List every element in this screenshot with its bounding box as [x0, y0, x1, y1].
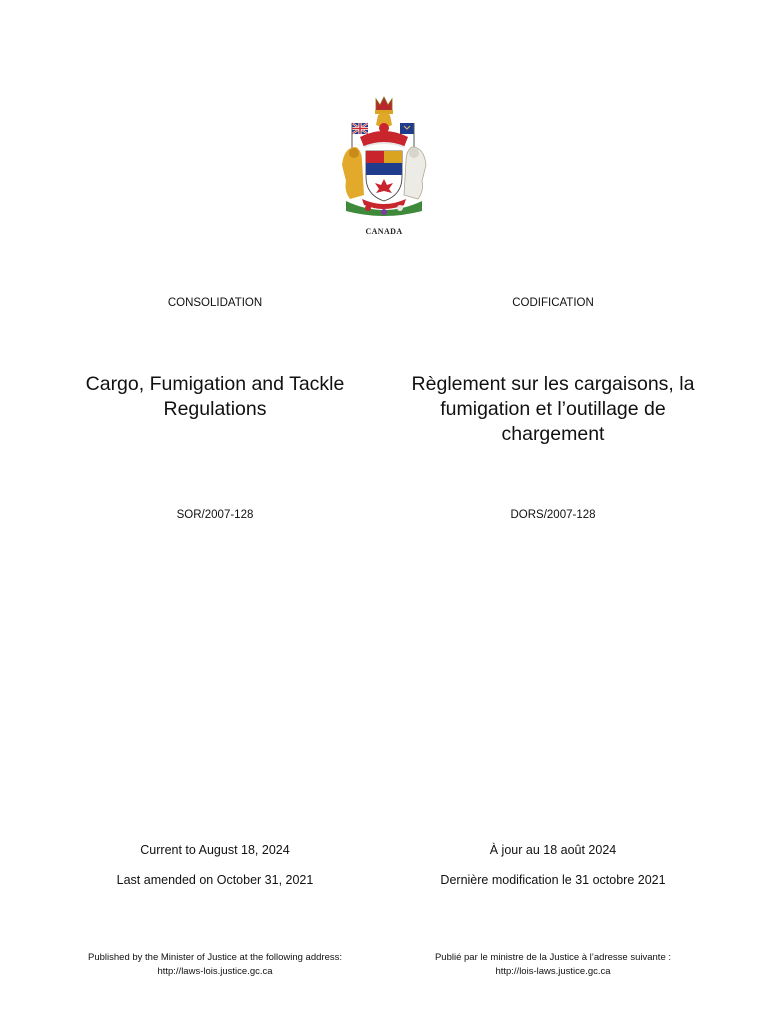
- last-amended-en: Last amended on October 31, 2021: [116, 873, 314, 887]
- last-amended-fr: Dernière modification le 31 octobre 2021: [440, 873, 666, 887]
- published-by-fr: Publié par le ministre de la Justice à l’adresse suivante :: [434, 952, 672, 963]
- url-link-en[interactable]: http://laws-lois.justice.gc.ca: [157, 966, 273, 977]
- publisher-block-fr: [398, 951, 708, 979]
- regulation-title-fr: Règlement sur les cargaisons, la fumigation et l’outillage de chargement: [411, 373, 695, 445]
- regulation-number-fr: DORS/2007-128: [510, 509, 596, 521]
- country-label: CANADA: [365, 227, 403, 236]
- current-to-fr: À jour au 18 août 2024: [489, 843, 617, 857]
- current-to-en: Current to August 18, 2024: [140, 843, 290, 857]
- regulation-number-en: SOR/2007-128: [176, 509, 254, 521]
- published-by-en: Published by the Minister of Justice at the following address:: [88, 952, 342, 963]
- regulation-title-en: Cargo, Fumigation and Tackle Regulations: [85, 373, 345, 420]
- url-link-fr[interactable]: http://lois-laws.justice.gc.ca: [495, 966, 611, 977]
- publisher-block-en: [60, 951, 370, 979]
- consolidation-label-fr: CODIFICATION: [512, 297, 594, 309]
- coat-of-arms-icon: [338, 95, 430, 217]
- consolidation-label-en: CONSOLIDATION: [167, 297, 263, 309]
